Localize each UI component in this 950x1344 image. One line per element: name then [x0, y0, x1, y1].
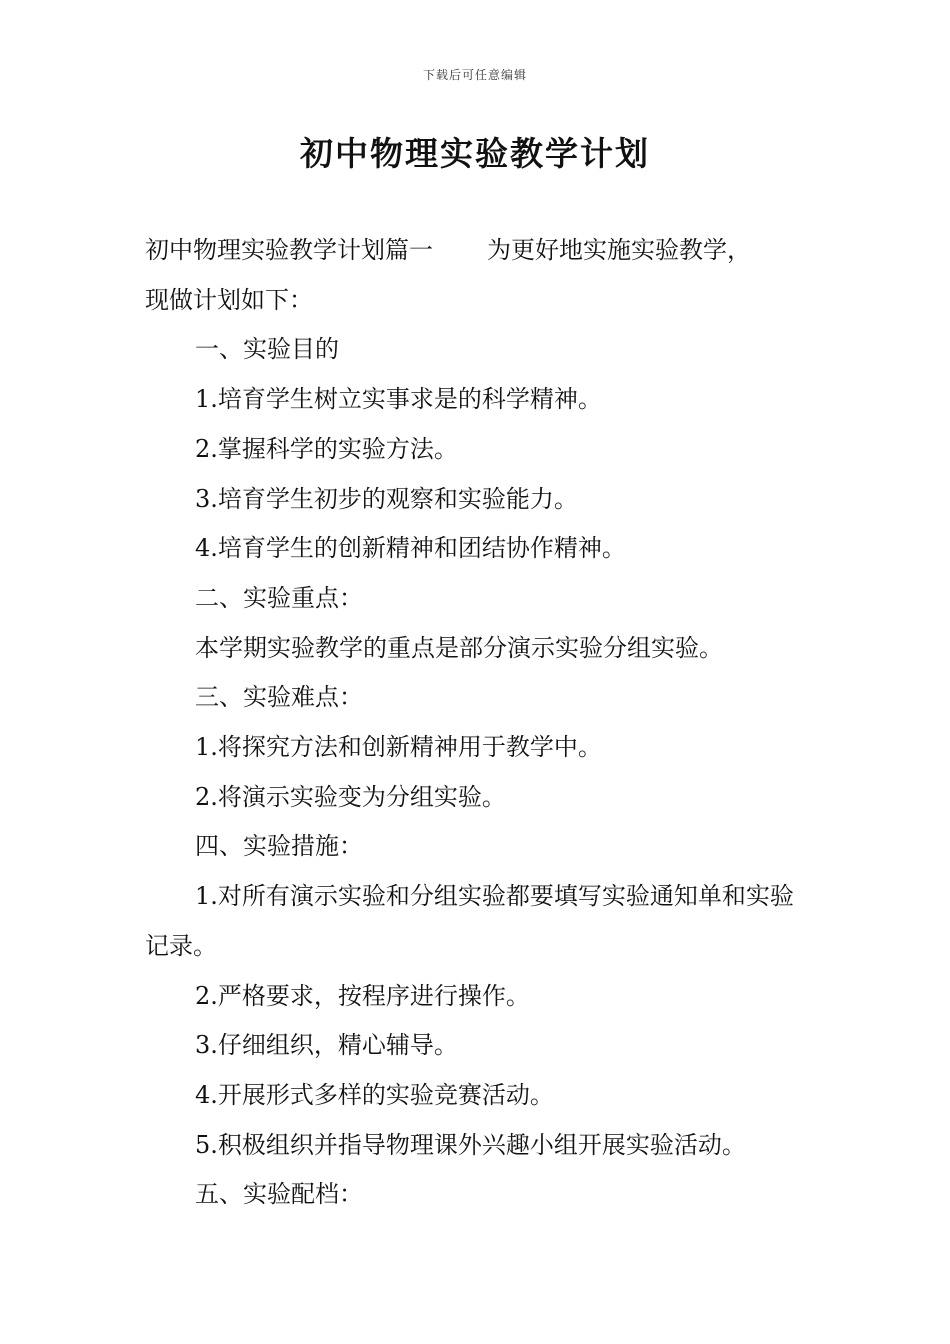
intro-part-1: 初中物理实验教学计划篇一 [145, 236, 433, 264]
section-4-item-5: 5.积极组织并指导物理课外兴趣小组开展实验活动。 [195, 1130, 746, 1159]
section-heading-4: 四、实验措施： [195, 832, 363, 861]
section-1-item-1: 1.培育学生树立实事求是的科学精神。 [195, 385, 602, 414]
section-4-item-3: 3.仔细组织，精心辅导。 [195, 1031, 458, 1060]
section-heading-5: 五、实验配档： [195, 1180, 363, 1209]
section-1-item-2: 2.掌握科学的实验方法。 [195, 434, 458, 463]
section-4-item-1: 1.对所有演示实验和分组实验都要填写实验通知单和实验记录。 [145, 882, 794, 960]
section-3-item-2: 2.将演示实验变为分组实验。 [195, 782, 506, 811]
section-heading-2: 二、实验重点： [195, 583, 363, 612]
section-1-item-3: 3.培育学生初步的观察和实验能力。 [195, 484, 578, 513]
section-1-item-4: 4.培育学生的创新精神和团结协作精神。 [195, 534, 626, 563]
intro-line [145, 226, 810, 276]
section-4-item-4: 4.开展形式多样的实验竞赛活动。 [195, 1080, 554, 1109]
header-note: 下载后可任意编辑 [422, 68, 527, 82]
document-body [145, 226, 810, 1220]
section-3-item-1: 1.将探究方法和创新精神用于教学中。 [195, 733, 602, 762]
section-2-item-1: 本学期实验教学的重点是部分演示实验分组实验。 [195, 633, 723, 662]
section-4-item-2: 2.严格要求，按程序进行操作。 [195, 981, 530, 1010]
intro-part-2: 为更好地实施实验教学， [487, 236, 751, 264]
document-title: 初中物理实验教学计划 [300, 134, 650, 173]
section-heading-3: 三、实验难点： [195, 683, 363, 712]
intro-line-2: 现做计划如下： [145, 285, 313, 314]
section-heading-1: 一、实验目的 [195, 335, 339, 364]
